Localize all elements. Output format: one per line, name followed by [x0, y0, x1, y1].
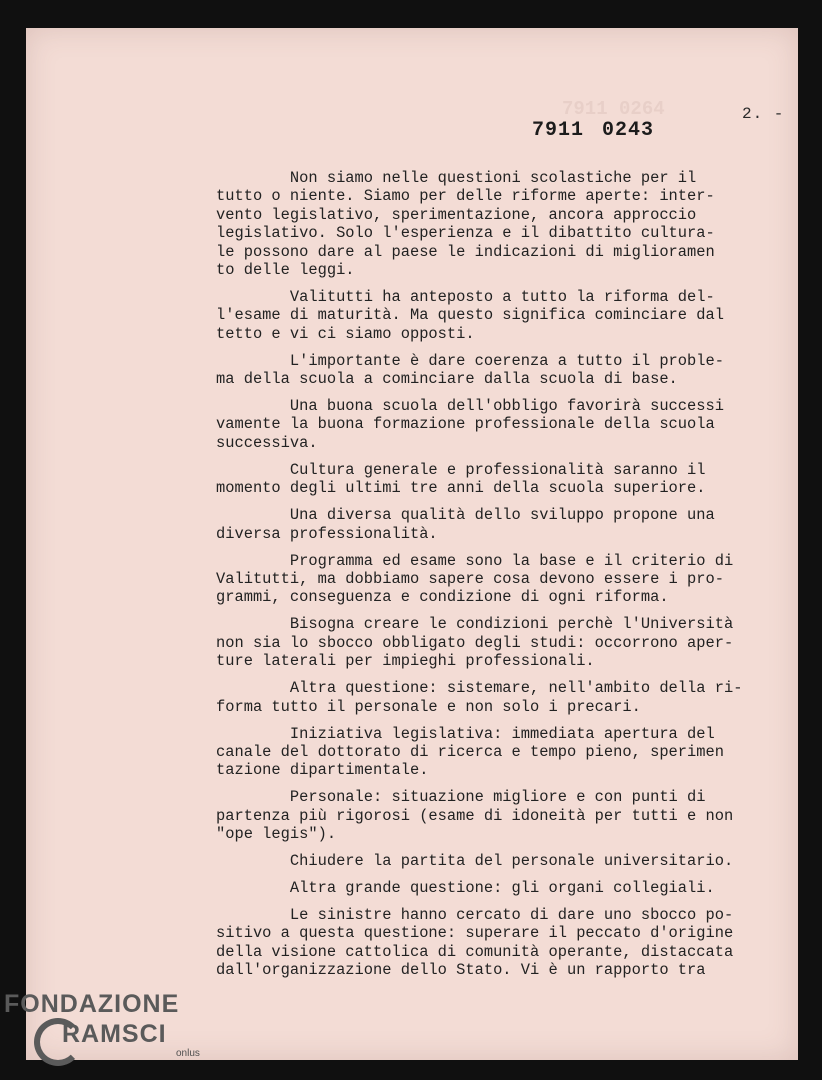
paragraph	[216, 725, 776, 780]
logo-line-1: FONDAZIONE	[4, 990, 180, 1018]
text-line: partenza più rigorosi (esame di idoneità per tutti e non	[216, 806, 734, 825]
paragraph	[216, 906, 776, 980]
paragraph	[216, 352, 776, 389]
text-line: successiva.	[216, 433, 318, 452]
paragraph	[216, 552, 776, 607]
text-line: to delle leggi.	[216, 260, 355, 279]
text-line: Non siamo nelle questioni scolastiche per il	[216, 169, 697, 187]
paragraph	[216, 879, 776, 897]
text-line: forma tutto il personale e non solo i precari.	[216, 697, 641, 716]
text-line: vamente la buona formazione professionale della scuola	[216, 415, 715, 434]
text-line: Iniziativa legislativa: immediata apertura del	[216, 724, 715, 743]
text-line: Cultura generale e professionalità saranno il	[216, 460, 706, 479]
paragraph	[216, 461, 776, 498]
paragraph	[216, 852, 776, 870]
paragraph	[216, 506, 776, 543]
text-line: Chiudere la partita del personale universitario.	[216, 852, 734, 871]
paragraph	[216, 288, 776, 343]
typed-body-text	[216, 169, 776, 988]
text-line: tutto o niente. Siamo per delle riforme aperte: inter-	[216, 187, 715, 206]
text-line: canale del dottorato di ricerca e tempo pieno, sperimen	[216, 742, 724, 761]
text-line: non sia lo sbocco obbligato degli studi: occorrono aper-	[216, 633, 734, 652]
text-line: Bisogna creare le condizioni perchè l'Università	[216, 615, 734, 634]
text-line: L'importante è dare coerenza a tutto il proble-	[216, 351, 724, 370]
paragraph	[216, 397, 776, 452]
text-line: le possono dare al paese le indicazioni di miglioramen	[216, 242, 715, 261]
page-number: 2. -	[742, 105, 785, 123]
text-line: diversa professionalità.	[216, 524, 438, 543]
paragraph	[216, 615, 776, 670]
text-line: Le sinistre hanno cercato di dare uno sbocco po-	[216, 906, 734, 924]
text-line: ma della scuola a cominciare dalla scuola di base.	[216, 370, 678, 389]
text-line: Personale: situazione migliore e con punti di	[216, 788, 706, 807]
text-line: ture laterali per impieghi professionali.	[216, 652, 595, 671]
text-line: Valitutti, ma dobbiamo sapere cosa devono essere i pro-	[216, 569, 724, 588]
document-code-part-b: 0243	[602, 119, 655, 142]
text-line: Programma ed esame sono la base e il criterio di	[216, 551, 734, 570]
text-line: tazione dipartimentale.	[216, 761, 429, 780]
logo-subtitle: onlus	[176, 1048, 200, 1059]
document-code-part-a: 7911	[532, 119, 585, 142]
logo-g-icon	[34, 1018, 82, 1066]
text-line: Valitutti ha anteposto a tutto la riforma del-	[216, 287, 715, 306]
text-line: Altra grande questione: gli organi collegiali.	[216, 879, 715, 898]
text-line: momento degli ultimi tre anni della scuola superiore.	[216, 479, 706, 498]
text-line: vento legislativo, sperimentazione, ancora approccio	[216, 205, 697, 224]
paragraph	[216, 788, 776, 843]
paragraph	[216, 679, 776, 716]
text-line: "ope legis").	[216, 825, 337, 844]
text-line: dall'organizzazione dello Stato. Vi è un rapporto tra	[216, 961, 706, 980]
text-line: legislativo. Solo l'esperienza e il dibattito cultura-	[216, 224, 715, 243]
text-line: sitivo a questa questione: superare il peccato d'origine	[216, 924, 734, 943]
document-code	[532, 119, 672, 142]
text-line: Una diversa qualità dello sviluppo propone una	[216, 506, 715, 525]
text-line: tetto e vi ci siamo opposti.	[216, 324, 475, 343]
text-line: Altra questione: sistemare, nell'ambito della ri-	[216, 679, 743, 698]
fondazione-gramsci-logo	[4, 991, 179, 1047]
bleed-through-code: 7911 0264	[562, 98, 665, 120]
text-line: Una buona scuola dell'obbligo favorirà successi	[216, 397, 724, 416]
logo-line-2: RAMSCI	[62, 1020, 167, 1048]
paragraph	[216, 169, 776, 279]
text-line: della visione cattolica di comunità operante, distaccata	[216, 942, 734, 961]
text-line: l'esame di maturità. Ma questo significa cominciare dal	[216, 306, 724, 325]
text-line: grammi, conseguenza e condizione di ogni riforma.	[216, 588, 669, 607]
